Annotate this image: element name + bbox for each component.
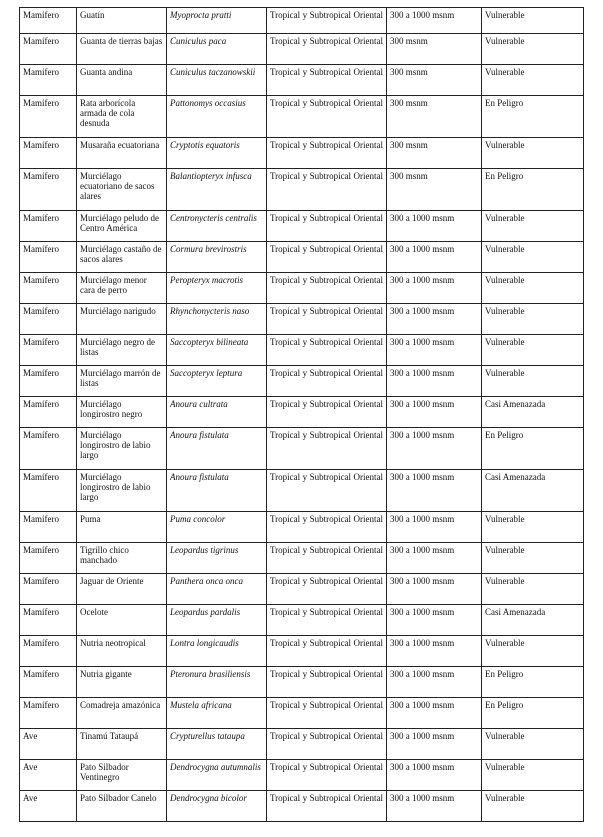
class-cell: Mamífero (20, 698, 77, 729)
class-cell: Mamífero (20, 512, 77, 543)
table-row (20, 698, 584, 729)
table-row (20, 428, 584, 470)
region-cell: Tropical y Subtropical Oriental (267, 729, 387, 760)
species-table (19, 7, 584, 822)
common-name-cell: Murciélago menor cara de perro (77, 273, 167, 304)
scientific-name-cell: Dendrocygna autumnalis (167, 760, 267, 791)
altitude-cell: 300 a 1000 msnm (387, 242, 482, 273)
common-name-cell: Murciélago marrón de listas (77, 366, 167, 397)
table-row (20, 8, 584, 34)
class-cell: Ave (20, 760, 77, 791)
scientific-name-cell: Puma concolor (167, 512, 267, 543)
altitude-cell: 300 msnm (387, 169, 482, 211)
region-cell: Tropical y Subtropical Oriental (267, 428, 387, 470)
common-name-cell: Murciélago peludo de Centro América (77, 211, 167, 242)
altitude-cell: 300 a 1000 msnm (387, 543, 482, 574)
status-cell: Vulnerable (482, 273, 584, 304)
scientific-name-cell: Peropteryx macrotis (167, 273, 267, 304)
status-cell: Vulnerable (482, 512, 584, 543)
status-cell: Vulnerable (482, 543, 584, 574)
region-cell: Tropical y Subtropical Oriental (267, 96, 387, 138)
region-cell: Tropical y Subtropical Oriental (267, 138, 387, 169)
scientific-name-cell: Cryptotis equatoris (167, 138, 267, 169)
scientific-name-cell: Centronycteris centralis (167, 211, 267, 242)
class-cell: Mamífero (20, 335, 77, 366)
common-name-cell: Tinamú Tataupá (77, 729, 167, 760)
altitude-cell: 300 a 1000 msnm (387, 512, 482, 543)
table-row (20, 273, 584, 304)
region-cell: Tropical y Subtropical Oriental (267, 605, 387, 636)
altitude-cell: 300 a 1000 msnm (387, 211, 482, 242)
class-cell: Mamífero (20, 574, 77, 605)
scientific-name-cell: Rhynchonycteris naso (167, 304, 267, 335)
table-row (20, 791, 584, 822)
table-row (20, 138, 584, 169)
table-row (20, 34, 584, 65)
status-cell: Vulnerable (482, 335, 584, 366)
region-cell: Tropical y Subtropical Oriental (267, 791, 387, 822)
scientific-name-cell: Saccopteryx bilineata (167, 335, 267, 366)
common-name-cell: Murciélago ecuatoriano de sacos alares (77, 169, 167, 211)
common-name-cell: Jaguar de Oriente (77, 574, 167, 605)
status-cell: En Peligro (482, 667, 584, 698)
class-cell: Mamífero (20, 273, 77, 304)
table-row (20, 397, 584, 428)
status-cell: Vulnerable (482, 791, 584, 822)
altitude-cell: 300 a 1000 msnm (387, 729, 482, 760)
scientific-name-cell: Anoura cultrata (167, 397, 267, 428)
altitude-cell: 300 a 1000 msnm (387, 8, 482, 34)
class-cell: Mamífero (20, 605, 77, 636)
altitude-cell: 300 a 1000 msnm (387, 698, 482, 729)
common-name-cell: Guanta de tierras bajas (77, 34, 167, 65)
class-cell: Mamífero (20, 96, 77, 138)
scientific-name-cell: Pteronura brasiliensis (167, 667, 267, 698)
status-cell: Vulnerable (482, 65, 584, 96)
table-row (20, 605, 584, 636)
common-name-cell: Murciélago longirostro de labio largo (77, 470, 167, 512)
status-cell: Casi Amenazada (482, 397, 584, 428)
scientific-name-cell: Leopardus tigrinus (167, 543, 267, 574)
table-row (20, 729, 584, 760)
region-cell: Tropical y Subtropical Oriental (267, 698, 387, 729)
class-cell: Mamífero (20, 543, 77, 574)
table-row (20, 470, 584, 512)
class-cell: Mamífero (20, 304, 77, 335)
class-cell: Mamífero (20, 470, 77, 512)
region-cell: Tropical y Subtropical Oriental (267, 211, 387, 242)
scientific-name-cell: Cuniculus paca (167, 34, 267, 65)
common-name-cell: Nutria neotropical (77, 636, 167, 667)
status-cell: Vulnerable (482, 760, 584, 791)
common-name-cell: Murciélago castaño de sacos alares (77, 242, 167, 273)
class-cell: Mamífero (20, 65, 77, 96)
table-row (20, 636, 584, 667)
scientific-name-cell: Cormura brevirostris (167, 242, 267, 273)
class-cell: Mamífero (20, 366, 77, 397)
scientific-name-cell: Dendrocygna bicolor (167, 791, 267, 822)
table-row (20, 512, 584, 543)
region-cell: Tropical y Subtropical Oriental (267, 760, 387, 791)
status-cell: Vulnerable (482, 34, 584, 65)
altitude-cell: 300 a 1000 msnm (387, 470, 482, 512)
altitude-cell: 300 a 1000 msnm (387, 397, 482, 428)
species-table-body (20, 8, 584, 822)
region-cell: Tropical y Subtropical Oriental (267, 667, 387, 698)
class-cell: Ave (20, 791, 77, 822)
altitude-cell: 300 a 1000 msnm (387, 304, 482, 335)
region-cell: Tropical y Subtropical Oriental (267, 304, 387, 335)
table-row (20, 335, 584, 366)
class-cell: Mamífero (20, 211, 77, 242)
altitude-cell: 300 a 1000 msnm (387, 605, 482, 636)
class-cell: Mamífero (20, 242, 77, 273)
scientific-name-cell: Anoura fistulata (167, 470, 267, 512)
table-row (20, 169, 584, 211)
scientific-name-cell: Cuniculus taczanowskii (167, 65, 267, 96)
class-cell: Mamífero (20, 397, 77, 428)
altitude-cell: 300 msnm (387, 65, 482, 96)
status-cell: Vulnerable (482, 8, 584, 34)
status-cell: En Peligro (482, 698, 584, 729)
altitude-cell: 300 a 1000 msnm (387, 667, 482, 698)
region-cell: Tropical y Subtropical Oriental (267, 397, 387, 428)
region-cell: Tropical y Subtropical Oriental (267, 65, 387, 96)
table-row (20, 574, 584, 605)
region-cell: Tropical y Subtropical Oriental (267, 169, 387, 211)
altitude-cell: 300 a 1000 msnm (387, 791, 482, 822)
table-row (20, 242, 584, 273)
scientific-name-cell: Mustela africana (167, 698, 267, 729)
region-cell: Tropical y Subtropical Oriental (267, 574, 387, 605)
common-name-cell: Rata arborícola armada de cola desnuda (77, 96, 167, 138)
region-cell: Tropical y Subtropical Oriental (267, 8, 387, 34)
status-cell: Vulnerable (482, 304, 584, 335)
scientific-name-cell: Crypturellus tataupa (167, 729, 267, 760)
scientific-name-cell: Panthera onca onca (167, 574, 267, 605)
status-cell: Vulnerable (482, 366, 584, 397)
common-name-cell: Pato Silbador Ventinegro (77, 760, 167, 791)
altitude-cell: 300 a 1000 msnm (387, 273, 482, 304)
scientific-name-cell: Balantiopteryx infusca (167, 169, 267, 211)
region-cell: Tropical y Subtropical Oriental (267, 636, 387, 667)
common-name-cell: Puma (77, 512, 167, 543)
altitude-cell: 300 a 1000 msnm (387, 636, 482, 667)
status-cell: En Peligro (482, 96, 584, 138)
class-cell: Mamífero (20, 138, 77, 169)
table-row (20, 304, 584, 335)
common-name-cell: Comadreja amazónica (77, 698, 167, 729)
common-name-cell: Tigrillo chico manchado (77, 543, 167, 574)
table-row (20, 211, 584, 242)
status-cell: Vulnerable (482, 636, 584, 667)
region-cell: Tropical y Subtropical Oriental (267, 335, 387, 366)
class-cell: Mamífero (20, 8, 77, 34)
class-cell: Mamífero (20, 636, 77, 667)
status-cell: En Peligro (482, 169, 584, 211)
common-name-cell: Murciélago narigudo (77, 304, 167, 335)
class-cell: Mamífero (20, 667, 77, 698)
common-name-cell: Guatín (77, 8, 167, 34)
table-row (20, 96, 584, 138)
common-name-cell: Murciélago longirostro de labio largo (77, 428, 167, 470)
altitude-cell: 300 msnm (387, 96, 482, 138)
altitude-cell: 300 msnm (387, 34, 482, 65)
class-cell: Mamífero (20, 169, 77, 211)
region-cell: Tropical y Subtropical Oriental (267, 366, 387, 397)
region-cell: Tropical y Subtropical Oriental (267, 34, 387, 65)
status-cell: Vulnerable (482, 211, 584, 242)
status-cell: Vulnerable (482, 729, 584, 760)
table-row (20, 760, 584, 791)
class-cell: Mamífero (20, 34, 77, 65)
status-cell: Vulnerable (482, 138, 584, 169)
altitude-cell: 300 msnm (387, 138, 482, 169)
region-cell: Tropical y Subtropical Oriental (267, 242, 387, 273)
scientific-name-cell: Saccopteryx leptura (167, 366, 267, 397)
common-name-cell: Nutria gigante (77, 667, 167, 698)
common-name-cell: Murciélago negro de listas (77, 335, 167, 366)
region-cell: Tropical y Subtropical Oriental (267, 543, 387, 574)
scientific-name-cell: Pattonomys occasius (167, 96, 267, 138)
common-name-cell: Musaraña ecuatoriana (77, 138, 167, 169)
table-row (20, 366, 584, 397)
common-name-cell: Pato Silbador Canelo (77, 791, 167, 822)
scientific-name-cell: Anoura fistulata (167, 428, 267, 470)
status-cell: Casi Amenazada (482, 605, 584, 636)
region-cell: Tropical y Subtropical Oriental (267, 470, 387, 512)
status-cell: Vulnerable (482, 242, 584, 273)
common-name-cell: Murciélago longirostro negro (77, 397, 167, 428)
table-row (20, 667, 584, 698)
status-cell: En Peligro (482, 428, 584, 470)
status-cell: Casi Amenazada (482, 470, 584, 512)
common-name-cell: Ocelote (77, 605, 167, 636)
scientific-name-cell: Myoprocta pratti (167, 8, 267, 34)
common-name-cell: Guanta andina (77, 65, 167, 96)
altitude-cell: 300 a 1000 msnm (387, 760, 482, 791)
region-cell: Tropical y Subtropical Oriental (267, 273, 387, 304)
region-cell: Tropical y Subtropical Oriental (267, 512, 387, 543)
table-row (20, 65, 584, 96)
altitude-cell: 300 a 1000 msnm (387, 574, 482, 605)
altitude-cell: 300 a 1000 msnm (387, 335, 482, 366)
scientific-name-cell: Leopardus pardalis (167, 605, 267, 636)
scientific-name-cell: Lontra longicaudis (167, 636, 267, 667)
class-cell: Ave (20, 729, 77, 760)
table-row (20, 543, 584, 574)
altitude-cell: 300 a 1000 msnm (387, 428, 482, 470)
status-cell: Vulnerable (482, 574, 584, 605)
class-cell: Mamífero (20, 428, 77, 470)
altitude-cell: 300 a 1000 msnm (387, 366, 482, 397)
